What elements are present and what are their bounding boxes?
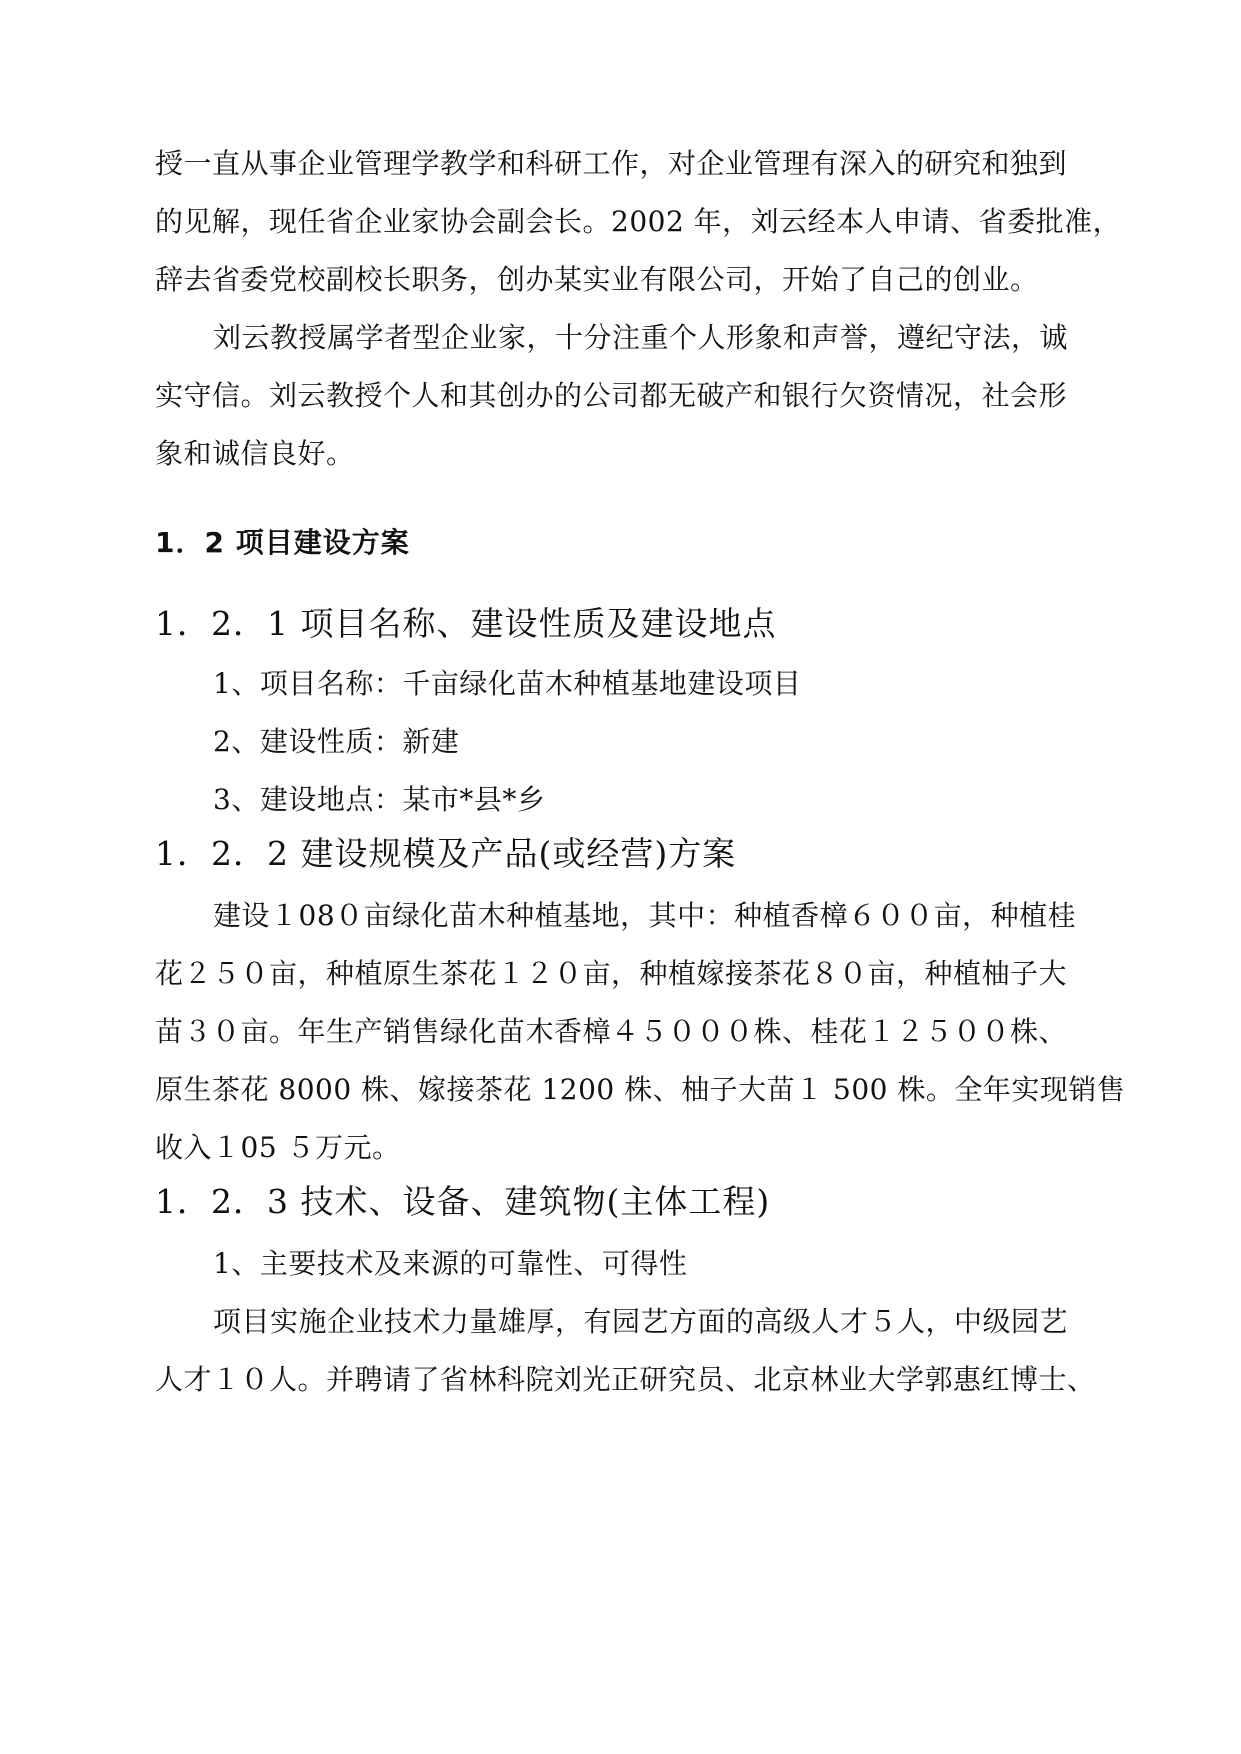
section-heading-1-2: 1．2 项目建设方案 bbox=[155, 526, 410, 559]
list-item-construction-site: 3、建设地点：某市*县*乡 bbox=[213, 783, 546, 816]
section-heading-1-2-3: 1．2．3 技术、设备、建筑物(主体工程) bbox=[155, 1182, 771, 1221]
paragraph-tech-line-2: 人才１０人。并聘请了省林科院刘光正研究员、北京林业大学郭惠红博士、 bbox=[155, 1363, 1096, 1396]
section-heading-1-2-2: 1．2．2 建设规模及产品(或经营)方案 bbox=[155, 834, 737, 873]
paragraph-scale-line-1: 建设１08０亩绿化苗木种植基地，其中：种植香樟６００亩，种植桂 bbox=[213, 899, 1077, 932]
paragraph-intro-line-3: 辞去省委党校副校长职务，创办某实业有限公司，开始了自己的创业。 bbox=[155, 263, 1039, 296]
paragraph-scale-line-2: 花２５０亩，种植原生茶花１２０亩，种植嫁接茶花８０亩，种植柚子大 bbox=[155, 957, 1068, 990]
section-heading-1-2-1: 1．2．1 项目名称、建设性质及建设地点 bbox=[155, 604, 777, 643]
paragraph-credit-line-1: 刘云教授属学者型企业家，十分注重个人形象和声誉，遵纪守法，诚 bbox=[213, 321, 1069, 354]
paragraph-scale-line-5: 收入１05 ５万元。 bbox=[155, 1131, 401, 1164]
list-item-technology-source: 1、主要技术及来源的可靠性、可得性 bbox=[213, 1247, 688, 1280]
paragraph-intro-line-1: 授一直从事企业管理学教学和科研工作，对企业管理有深入的研究和独到 bbox=[155, 147, 1068, 180]
list-item-construction-nature: 2、建设性质：新建 bbox=[213, 725, 460, 758]
paragraph-scale-line-4: 原生茶花 8000 株、嫁接茶花 1200 株、柚子大苗１ 500 株。全年实现销售 bbox=[155, 1073, 1126, 1106]
paragraph-scale-line-3: 苗３０亩。年生产销售绿化苗木香樟４５０００株、桂花１２５００株、 bbox=[155, 1015, 1068, 1048]
list-item-project-name: 1、项目名称：千亩绿化苗木种植基地建设项目 bbox=[213, 667, 802, 700]
paragraph-intro-line-2: 的见解，现任省企业家协会副会长。2002 年，刘云经本人申请、省委批准， bbox=[155, 205, 1122, 238]
paragraph-credit-line-3: 象和诚信良好。 bbox=[155, 437, 355, 470]
paragraph-credit-line-2: 实守信。刘云教授个人和其创办的公司都无破产和银行欠资情况，社会形 bbox=[155, 379, 1068, 412]
paragraph-tech-line-1: 项目实施企业技术力量雄厚，有园艺方面的高级人才５人，中级园艺 bbox=[213, 1305, 1069, 1338]
